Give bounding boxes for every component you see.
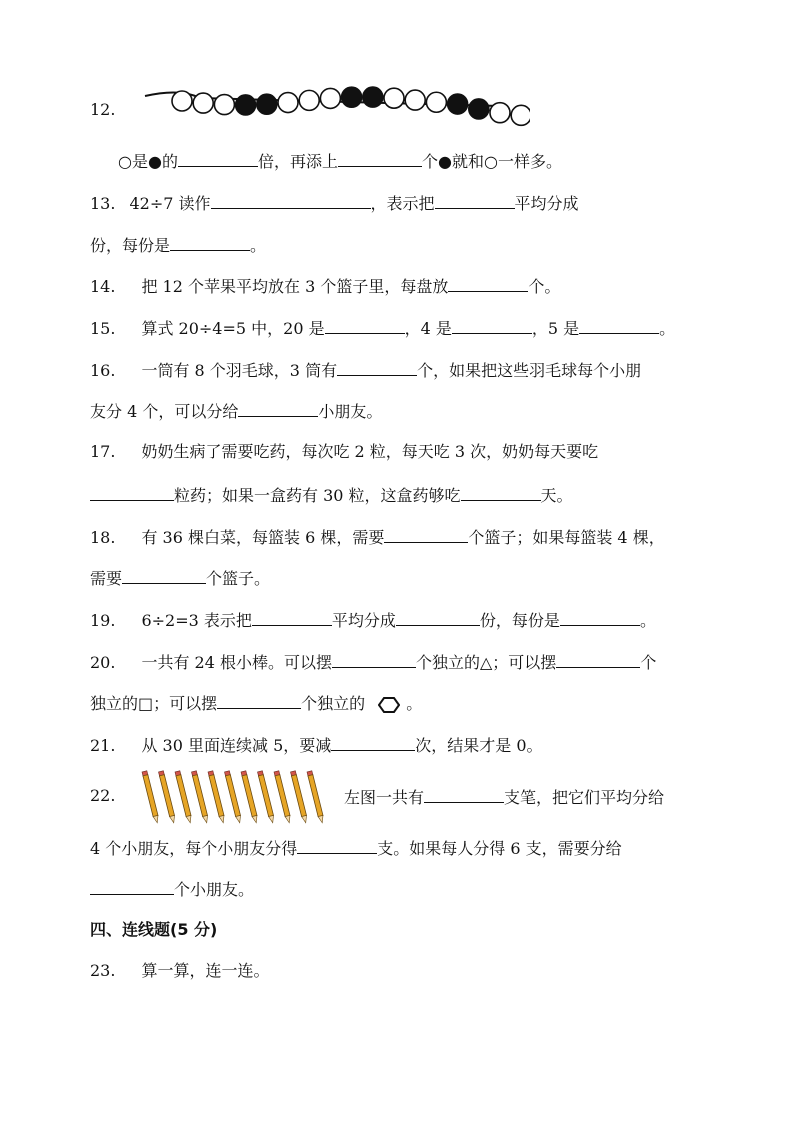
q22-text-1: 左图一共有 xyxy=(344,788,425,807)
q22-line-3 xyxy=(90,878,254,900)
pencil xyxy=(225,771,243,824)
q13-line-1 xyxy=(90,192,579,214)
q15-number: 15. xyxy=(90,319,116,338)
answer-blank[interactable] xyxy=(452,317,532,334)
q19-line xyxy=(90,609,656,631)
q16-number: 16. xyxy=(90,361,116,380)
q19-number: 19. xyxy=(90,611,116,630)
answer-blank[interactable] xyxy=(252,609,332,626)
q13-text-3: 平均分成 xyxy=(514,194,579,213)
black-bead xyxy=(469,99,489,119)
q23-number: 23. xyxy=(90,961,116,980)
q12-text-2: 的 xyxy=(161,152,178,171)
answer-blank[interactable] xyxy=(332,651,416,668)
q20-number: 20. xyxy=(90,653,116,672)
q13-line-2 xyxy=(90,234,266,256)
white-bead xyxy=(172,91,192,111)
answer-blank[interactable] xyxy=(217,692,301,709)
q19-text-2: 平均分成 xyxy=(331,611,396,630)
answer-blank[interactable] xyxy=(90,878,174,895)
q12-number: 12. xyxy=(90,100,116,119)
answer-blank[interactable] xyxy=(331,734,415,751)
pencil xyxy=(241,771,259,824)
white-bead xyxy=(426,92,446,112)
q17-line-1 xyxy=(90,442,598,462)
q12-line xyxy=(118,150,562,172)
answer-blank[interactable] xyxy=(384,526,468,543)
white-bead xyxy=(511,105,530,125)
answer-blank[interactable] xyxy=(238,400,318,417)
answer-blank[interactable] xyxy=(122,567,206,584)
q22-text-2: 支笔，把它们平均分给 xyxy=(504,788,665,807)
answer-blank[interactable] xyxy=(461,484,541,501)
pencil xyxy=(258,771,276,824)
q22-text-5: 个小朋友。 xyxy=(174,880,255,899)
q19-text-1: 6÷2=3 表示把 xyxy=(141,611,252,630)
pencils-figure xyxy=(136,768,336,824)
white-bead xyxy=(214,95,234,115)
answer-blank[interactable] xyxy=(337,359,417,376)
q15-text-1: 算式 20÷4=5 中，20 是 xyxy=(141,319,325,338)
answer-blank[interactable] xyxy=(579,317,659,334)
q18-text-4: 个篮子。 xyxy=(206,569,271,588)
q18-line-1 xyxy=(90,526,665,548)
black-bead xyxy=(363,87,383,107)
bead-string-figure xyxy=(140,76,530,136)
q21-text-2: 次，结果才是 0。 xyxy=(415,736,543,755)
black-circle-icon: ● xyxy=(147,152,162,171)
q15-text-2: ，4 是 xyxy=(404,319,452,338)
q14-number: 14. xyxy=(90,277,116,296)
q21-text-1: 从 30 里面连续减 5，要减 xyxy=(141,736,332,755)
q16-text-4: 小朋友。 xyxy=(318,402,383,421)
q20-line-2 xyxy=(90,692,422,714)
q20-text-5: 个独立的 xyxy=(301,694,366,713)
q17-line-2 xyxy=(90,484,573,506)
q18-text-2: 个篮子；如果每篮装 4 棵， xyxy=(468,528,665,547)
q18-line-2 xyxy=(90,567,270,589)
answer-blank[interactable] xyxy=(424,786,504,803)
black-bead xyxy=(342,87,362,107)
pencil xyxy=(175,771,193,824)
answer-blank[interactable] xyxy=(297,837,377,854)
q14-text-1: 把 12 个苹果平均放在 3 个篮子里，每盘放 xyxy=(141,277,449,296)
white-bead xyxy=(320,88,340,108)
q12-text-3: 倍，再添上 xyxy=(257,152,338,171)
q21-number: 21. xyxy=(90,736,116,755)
q16-line-2 xyxy=(90,400,382,422)
q13-text-4: 份，每份是 xyxy=(90,236,171,255)
q12-text-6: 一样多。 xyxy=(497,152,562,171)
q13-number: 13. xyxy=(90,194,116,213)
white-bead xyxy=(299,90,319,110)
q15-text-3: ，5 是 xyxy=(531,319,580,338)
q13-text-5: 。 xyxy=(250,236,267,255)
white-circle-icon: ○ xyxy=(118,152,132,171)
pencil xyxy=(208,771,226,824)
black-bead xyxy=(257,94,277,114)
q20-text-1: 一共有 24 根小棒。可以摆 xyxy=(141,653,332,672)
white-bead xyxy=(278,93,298,113)
q20-text-4: 独立的□；可以摆 xyxy=(90,694,218,713)
answer-blank[interactable] xyxy=(435,192,515,209)
q18-text-3: 需要 xyxy=(90,569,123,588)
pencil xyxy=(159,771,177,824)
q14-text-2: 个。 xyxy=(528,277,561,296)
q17-text-3: 天。 xyxy=(540,486,573,505)
q20-text-6: 。 xyxy=(406,694,423,713)
pencil xyxy=(291,771,309,824)
q22-text-3: 4 个小朋友，每个小朋友分得 xyxy=(90,839,298,858)
q22-text-4: 支。如果每人分得 6 支，需要分给 xyxy=(377,839,622,858)
q14-line xyxy=(90,275,560,297)
q20-text-2: 个独立的△；可以摆 xyxy=(416,653,557,672)
q15-line xyxy=(90,317,675,339)
answer-blank[interactable] xyxy=(448,275,528,292)
pencil xyxy=(274,771,292,824)
white-bead xyxy=(405,90,425,110)
q12-text-4: 个 xyxy=(421,152,438,171)
black-circle-icon: ● xyxy=(438,152,452,171)
q19-text-3: 份，每份是 xyxy=(479,611,560,630)
q15-text-4: 。 xyxy=(659,319,676,338)
q16-line-1 xyxy=(90,359,641,381)
pencil xyxy=(192,771,210,824)
q12-text-1: 是 xyxy=(131,152,148,171)
white-bead xyxy=(193,93,213,113)
q20-line-1 xyxy=(90,651,656,673)
black-bead xyxy=(448,94,468,114)
q13-text-2: ，表示把 xyxy=(370,194,435,213)
q16-text-1: 一筒有 8 个羽毛球，3 筒有 xyxy=(141,361,338,380)
black-bead xyxy=(236,95,256,115)
q22-number: 22. xyxy=(90,786,116,805)
answer-blank[interactable] xyxy=(556,651,640,668)
q17-text-2: 粒药；如果一盒药有 30 粒，这盒药够吃 xyxy=(174,486,461,505)
q22-line-2 xyxy=(90,837,622,859)
white-bead xyxy=(490,103,510,123)
q21-line xyxy=(90,734,543,756)
answer-blank[interactable] xyxy=(560,609,640,626)
pencil xyxy=(142,771,160,824)
section-heading: 四、连线题(5 分) xyxy=(90,920,218,939)
answer-blank[interactable] xyxy=(338,150,422,167)
q17-text-1: 奶奶生病了需要吃药，每次吃 2 粒，每天吃 3 次，奶奶每天要吃 xyxy=(141,442,599,461)
q19-text-4: 。 xyxy=(639,611,656,630)
q12-text-5: 就和 xyxy=(451,152,484,171)
pencil xyxy=(307,771,325,824)
q20-text-3: 个 xyxy=(640,653,657,672)
q23-text-1: 算一算，连一连。 xyxy=(141,961,270,980)
q18-number: 18. xyxy=(90,528,116,547)
white-bead xyxy=(384,88,404,108)
q23-line xyxy=(90,961,269,981)
white-circle-icon: ○ xyxy=(483,152,498,171)
hexagon-icon xyxy=(378,697,400,713)
q16-text-3: 友分 4 个，可以分给 xyxy=(90,402,239,421)
q18-text-1: 有 36 棵白菜，每篮装 6 棵，需要 xyxy=(141,528,385,547)
q16-text-2: 个，如果把这些羽毛球每个小朋 xyxy=(417,361,642,380)
answer-blank[interactable] xyxy=(325,317,405,334)
q13-text-1: 42÷7 读作 xyxy=(129,194,211,213)
answer-blank[interactable] xyxy=(170,234,250,251)
answer-blank[interactable] xyxy=(178,150,258,167)
answer-blank[interactable] xyxy=(211,192,371,209)
answer-blank[interactable] xyxy=(90,484,174,501)
answer-blank[interactable] xyxy=(396,609,480,626)
q22-line-1 xyxy=(344,786,664,808)
q17-number: 17. xyxy=(90,442,116,461)
